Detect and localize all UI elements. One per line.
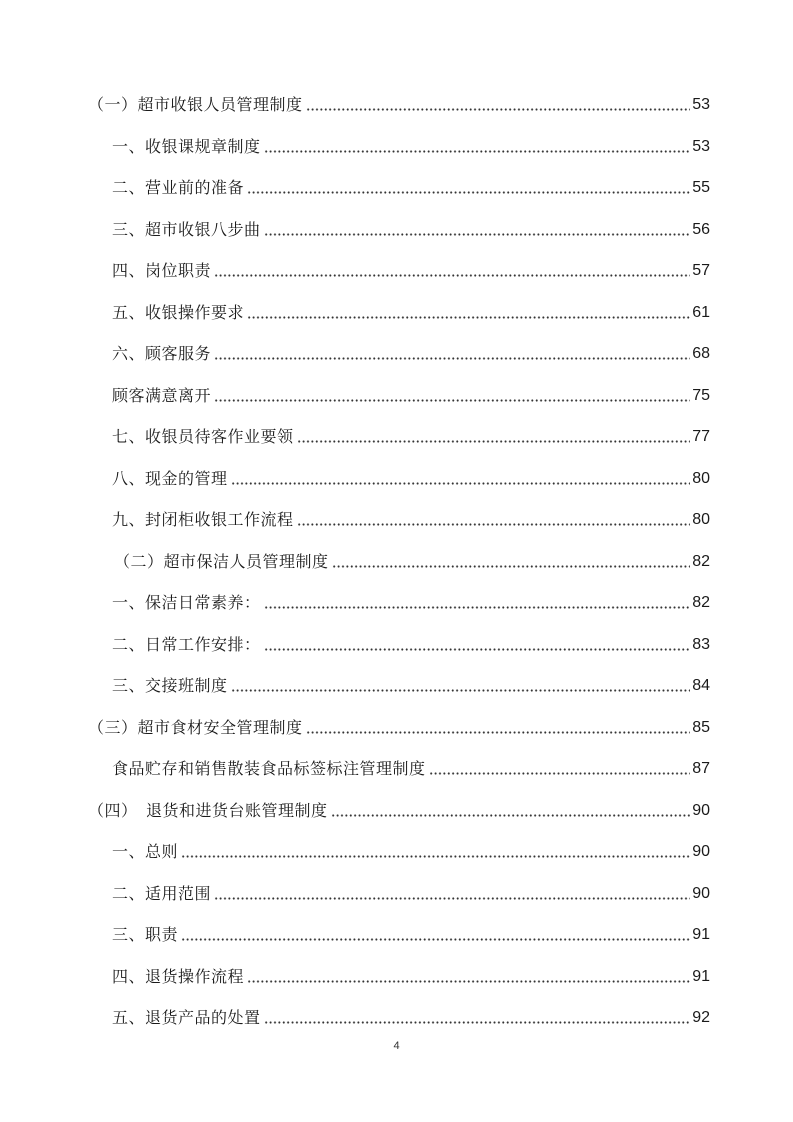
toc-entry[interactable]	[112, 964, 710, 990]
toc-dot-leader	[332, 552, 691, 568]
toc-entry-title: 八、现金的管理	[112, 469, 228, 488]
toc-dot-leader	[264, 137, 691, 153]
toc-entry[interactable]	[112, 175, 710, 201]
toc-dot-leader	[429, 759, 691, 775]
toc-entry[interactable]	[112, 300, 710, 326]
toc-entry[interactable]	[112, 1005, 710, 1031]
toc-entry-title: 四、岗位职责	[112, 261, 212, 280]
toc-entry-title: （一）超市收银人员管理制度	[88, 95, 303, 114]
toc-entry-title: 三、超市收银八步曲	[112, 220, 261, 239]
toc-entry-title: 一、总则	[112, 842, 179, 861]
toc-dot-leader	[306, 718, 691, 734]
toc-entry[interactable]	[112, 673, 710, 699]
toc-dot-leader	[297, 510, 691, 526]
toc-entry[interactable]	[112, 134, 710, 160]
toc-entry[interactable]	[112, 258, 710, 284]
toc-dot-leader	[214, 386, 690, 402]
toc-dot-leader	[264, 1008, 691, 1024]
toc-entry-title: 九、封闭柜收银工作流程	[112, 510, 294, 529]
toc-entry[interactable]	[112, 881, 710, 907]
toc-entry-page: 90	[692, 802, 710, 819]
toc-dot-leader	[247, 178, 690, 194]
toc-entry-title: 六、顾客服务	[112, 344, 212, 363]
toc-entry-page: 83	[692, 636, 710, 653]
toc-entry-title: 一、保洁日常素养：	[112, 593, 261, 612]
toc-dot-leader	[247, 967, 690, 983]
toc-entry-title: 一、收银课规章制度	[112, 137, 261, 156]
toc-entry-title: 五、收银操作要求	[112, 303, 245, 322]
toc-entry[interactable]	[112, 424, 710, 450]
toc-entry-title: 二、适用范围	[112, 884, 212, 903]
toc-entry-title: 七、收银员待客作业要领	[112, 427, 294, 446]
toc-entry[interactable]	[88, 715, 710, 741]
toc-entry-title: （二）超市保洁人员管理制度	[114, 552, 329, 571]
toc-dot-leader	[181, 842, 690, 858]
toc-entry-page: 82	[692, 594, 710, 611]
toc-dot-leader	[231, 469, 691, 485]
toc-entry[interactable]	[112, 839, 710, 865]
toc-dot-leader	[331, 801, 691, 817]
toc-entry[interactable]	[112, 590, 710, 616]
toc-entry-page: 80	[692, 511, 710, 528]
toc-entry-page: 55	[692, 179, 710, 196]
toc-dot-leader	[214, 884, 690, 900]
toc-entry[interactable]	[112, 341, 710, 367]
toc-entry-page: 85	[692, 719, 710, 736]
toc-entry-page: 90	[692, 843, 710, 860]
toc-entry-page: 75	[692, 387, 710, 404]
toc-entry[interactable]	[112, 922, 710, 948]
toc-dot-leader	[181, 925, 690, 941]
toc-entry-title: 五、退货产品的处置	[112, 1008, 261, 1027]
toc-entry-title: 食品贮存和销售散装食品标签标注管理制度	[112, 759, 426, 778]
toc-entry-page: 57	[692, 262, 710, 279]
toc-entry-page: 91	[692, 926, 710, 943]
toc-entry-page: 91	[692, 968, 710, 985]
toc-dot-leader	[231, 676, 691, 692]
toc-entry[interactable]	[112, 217, 710, 243]
toc-entry-page: 90	[692, 885, 710, 902]
toc-dot-leader	[297, 427, 691, 443]
toc-entry[interactable]	[88, 92, 710, 118]
toc-entry[interactable]	[112, 383, 710, 409]
toc-entry-page: 61	[692, 304, 710, 321]
toc-entry-page: 82	[692, 553, 710, 570]
toc-entry[interactable]	[112, 466, 710, 492]
toc-entry-page: 80	[692, 470, 710, 487]
toc-entry-title: （三）超市食材安全管理制度	[88, 718, 303, 737]
toc-entry-page: 68	[692, 345, 710, 362]
toc-dot-leader	[214, 261, 690, 277]
toc-entry[interactable]	[112, 756, 710, 782]
toc-entry[interactable]	[112, 507, 710, 533]
toc-entry[interactable]	[112, 632, 710, 658]
toc-entry-title: （四） 退货和进货台账管理制度	[88, 801, 328, 820]
page-number: 4	[393, 1040, 400, 1052]
toc-dot-leader	[214, 344, 690, 360]
toc-entry-page: 53	[692, 96, 710, 113]
toc-entry-page: 87	[692, 760, 710, 777]
toc-entry-title: 三、职责	[112, 925, 179, 944]
toc-entry[interactable]	[88, 798, 710, 824]
toc-entry-page: 77	[692, 428, 710, 445]
toc-entry-page: 56	[692, 221, 710, 238]
toc-dot-leader	[306, 95, 691, 111]
toc-entry-title: 顾客满意离开	[112, 386, 212, 405]
toc-entry-page: 92	[692, 1009, 710, 1026]
toc-entry-title: 四、退货操作流程	[112, 967, 245, 986]
toc-entry[interactable]	[114, 549, 710, 575]
toc-entry-title: 二、日常工作安排：	[112, 635, 261, 654]
toc-entry-page: 53	[692, 138, 710, 155]
toc-dot-leader	[264, 593, 691, 609]
toc-dot-leader	[247, 303, 690, 319]
toc-entry-page: 84	[692, 677, 710, 694]
toc-dot-leader	[264, 635, 691, 651]
toc-entry-title: 三、交接班制度	[112, 676, 228, 695]
toc-dot-leader	[264, 220, 691, 236]
toc-entry-title: 二、营业前的准备	[112, 178, 245, 197]
